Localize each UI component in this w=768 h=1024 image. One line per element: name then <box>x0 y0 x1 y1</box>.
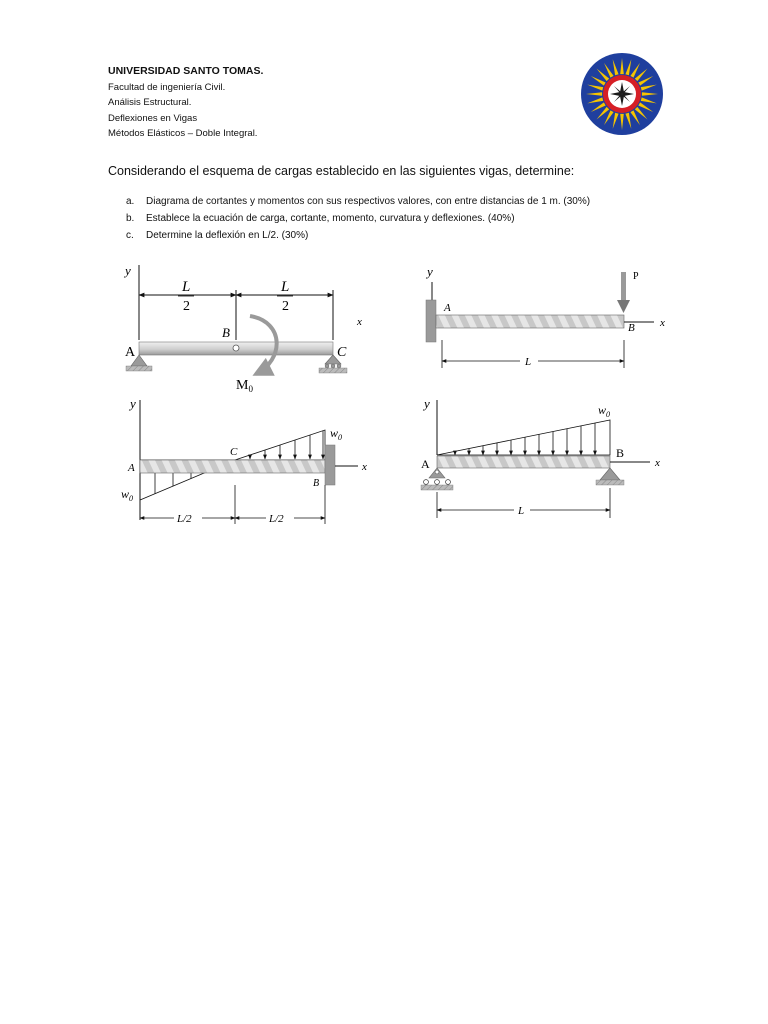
point-a-label: A <box>444 302 451 314</box>
pin-support <box>600 468 620 480</box>
university-name: UNIVERSIDAD SANTO TOMAS. <box>108 65 264 77</box>
figure-4-simply-supported-triangular-load <box>421 396 660 518</box>
point-b-label: B <box>628 322 635 334</box>
y-axis-label: y <box>424 396 430 411</box>
task-text: Establece la ecuación de carga, cortante, momento, curvatura y deflexiones. (40%) <box>146 213 515 224</box>
point-load-arrow <box>621 272 626 302</box>
point-a-label: A <box>421 457 430 471</box>
x-axis-label: x <box>357 316 362 328</box>
y-axis-label: y <box>427 264 433 279</box>
figure-3-cantilever-varying-load <box>121 396 367 525</box>
fixed-wall <box>426 300 436 342</box>
moment-label: $M_0$ <box>236 378 253 394</box>
x-axis-label: x <box>362 461 367 473</box>
beam <box>436 315 624 328</box>
x-axis-label: x <box>655 457 660 469</box>
point-c-label: C <box>230 446 238 458</box>
half-length-label: L/2 <box>177 513 192 525</box>
length-half-denominator: 2 <box>282 299 289 314</box>
length-half-label: L <box>281 279 290 295</box>
task-text: Determine la deflexión en L/2. (30%) <box>146 230 309 241</box>
course-line: Análisis Estructural. <box>108 97 192 108</box>
beam <box>140 460 325 473</box>
task-letter: a. <box>126 196 135 207</box>
task-letter: b. <box>126 213 135 224</box>
length-label: L <box>518 505 525 517</box>
point-a-label: A <box>128 462 135 474</box>
load-p-label: P <box>633 271 639 282</box>
x-axis-label: x <box>660 317 665 329</box>
length-half-denominator: 2 <box>183 299 190 314</box>
load-w0-label: $w_0$ <box>598 403 611 419</box>
topic-line: Deflexiones en Vigas <box>108 112 198 124</box>
point-b-label: B <box>313 478 320 489</box>
load-w0-label: $w_0$ <box>121 487 134 503</box>
figure-2-cantilever-point-load <box>425 264 665 368</box>
y-axis-label: y <box>125 263 131 278</box>
beam <box>437 456 610 468</box>
point-b-label: B <box>616 446 625 460</box>
task-letter: c. <box>126 230 134 241</box>
figure-1-simply-supported-moment <box>123 263 362 394</box>
faculty-line: Facultad de ingeniería Civil. <box>108 81 226 93</box>
roller-support <box>424 480 429 485</box>
half-length-label: L/2 <box>269 513 284 525</box>
fixed-wall <box>325 445 335 485</box>
y-axis-label: y <box>130 396 136 411</box>
load-w0-label: $w_0$ <box>330 426 343 442</box>
hinge <box>233 345 239 351</box>
task-text: Diagrama de cortantes y momentos con sus respectivos valores, con entre distancias de 1 m. (30%) <box>146 196 591 207</box>
point-b-label: B <box>222 325 230 340</box>
problem-statement: Considerando el esquema de cargas establecido en las siguientes vigas, determine: <box>108 164 575 178</box>
point-a-label: A <box>125 345 136 360</box>
length-half-label: L <box>182 279 191 295</box>
length-label: L <box>525 356 532 368</box>
method-line: Métodos Elásticos – Doble Integral. <box>108 128 258 139</box>
point-c-label: C <box>337 345 347 360</box>
